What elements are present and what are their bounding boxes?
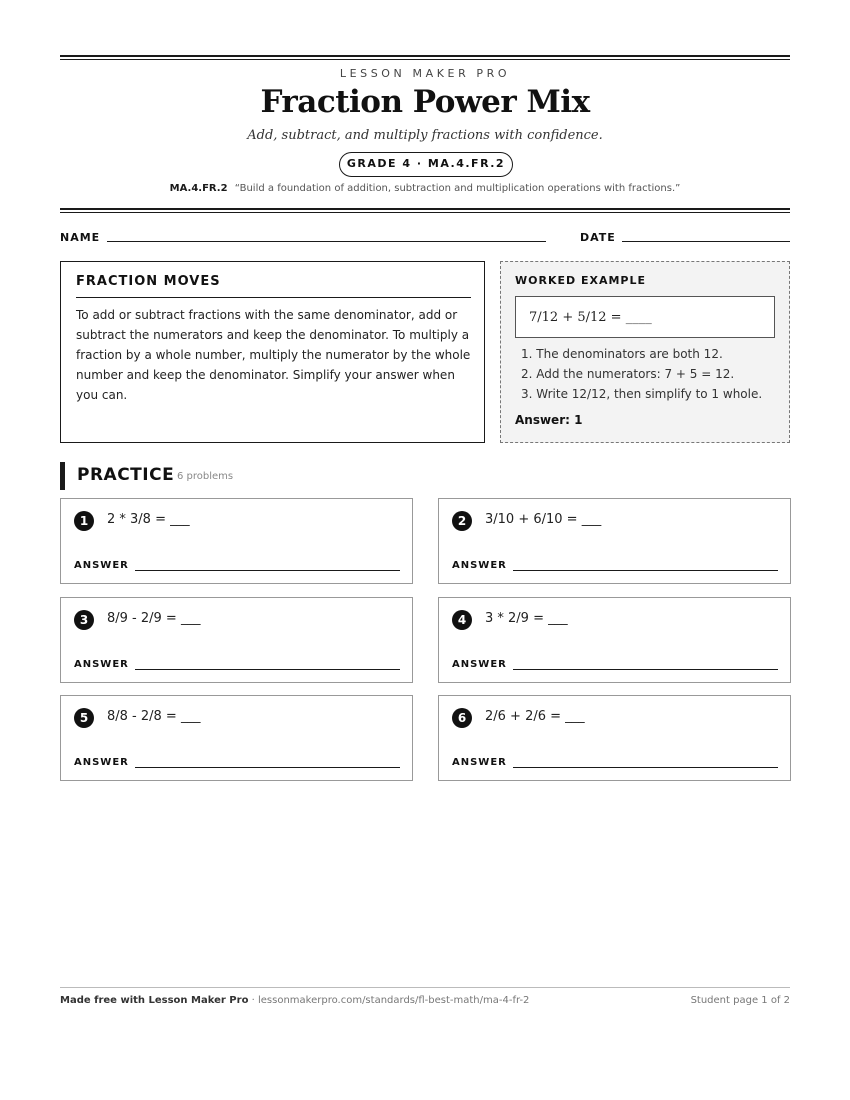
answer-field[interactable] bbox=[513, 669, 778, 670]
problem-card-6 bbox=[438, 695, 791, 781]
practice-accent-bar bbox=[60, 462, 65, 490]
answer-label: ANSWER bbox=[452, 560, 507, 571]
footer-credit bbox=[60, 995, 529, 1006]
problem-text: 8/9 - 2/9 = ___ bbox=[107, 611, 201, 626]
page-subtitle: Add, subtract, and multiply fractions with confidence. bbox=[247, 128, 603, 143]
worked-example-title: WORKED EXAMPLE bbox=[515, 274, 646, 287]
footer-url[interactable]: · lessonmakerpro.com/standards/fl-best-math/ma-4-fr-2 bbox=[248, 995, 530, 1006]
worked-example-steps bbox=[521, 344, 762, 404]
problem-number: 3 bbox=[74, 610, 94, 630]
problem-number: 5 bbox=[74, 708, 94, 728]
fraction-moves-box bbox=[60, 261, 485, 443]
worked-example-answer: Answer: 1 bbox=[515, 413, 583, 427]
problem-number: 2 bbox=[452, 511, 472, 531]
date-field[interactable] bbox=[622, 241, 790, 242]
problem-number: 4 bbox=[452, 610, 472, 630]
problem-number: 1 bbox=[74, 511, 94, 531]
problem-text: 8/8 - 2/8 = ___ bbox=[107, 709, 201, 724]
answer-label: ANSWER bbox=[452, 659, 507, 670]
practice-count: 6 problems bbox=[177, 471, 234, 482]
standard-line bbox=[0, 183, 850, 194]
worked-example-step: 3. Write 12/12, then simplify to 1 whole. bbox=[521, 387, 763, 401]
problem-card-4 bbox=[438, 597, 791, 683]
problem-number: 6 bbox=[452, 708, 472, 728]
problem-text: 2 * 3/8 = ___ bbox=[107, 512, 190, 527]
worked-example-step: 1. The denominators are both 12. bbox=[521, 347, 723, 361]
top-double-rule bbox=[60, 55, 790, 60]
answer-label: ANSWER bbox=[74, 560, 129, 571]
fraction-moves-divider bbox=[76, 297, 471, 298]
name-label: NAME bbox=[60, 231, 101, 244]
problem-card-5 bbox=[60, 695, 413, 781]
fraction-moves-text: To add or subtract fractions with the same denominator, add or subtract the numerators and keep the denominator. To multiply a fraction by a whole number, multiply the numerator by the whole number and keep the denominator. Simplify your answer when you can. bbox=[76, 308, 471, 402]
answer-field[interactable] bbox=[135, 669, 400, 670]
practice-title: PRACTICE bbox=[77, 465, 175, 485]
worked-example-equation: 7/12 + 5/12 = ____ bbox=[515, 296, 775, 338]
problem-text: 3/10 + 6/10 = ___ bbox=[485, 512, 602, 527]
problem-card-3 bbox=[60, 597, 413, 683]
standard-quote: “Build a foundation of addition, subtraction and multiplication operations with fractions.” bbox=[234, 183, 681, 194]
problem-text: 2/6 + 2/6 = ___ bbox=[485, 709, 585, 724]
fraction-moves-title: FRACTION MOVES bbox=[76, 274, 221, 289]
footer-divider bbox=[60, 987, 790, 988]
worked-example-box bbox=[500, 261, 790, 443]
header-bottom-double-rule bbox=[60, 208, 790, 213]
answer-label: ANSWER bbox=[452, 757, 507, 768]
footer-made-with: Made free with Lesson Maker Pro bbox=[60, 995, 249, 1006]
page-title: Fraction Power Mix bbox=[260, 84, 590, 120]
answer-field[interactable] bbox=[135, 570, 400, 571]
problem-card-1 bbox=[60, 498, 413, 584]
date-label: DATE bbox=[580, 231, 616, 244]
answer-field[interactable] bbox=[135, 767, 400, 768]
name-field[interactable] bbox=[107, 241, 546, 242]
answer-field[interactable] bbox=[513, 767, 778, 768]
brand-name: LESSON MAKER PRO bbox=[339, 67, 511, 80]
standard-code: MA.4.FR.2 bbox=[169, 183, 228, 194]
answer-field[interactable] bbox=[513, 570, 778, 571]
worked-example-step: 2. Add the numerators: 7 + 5 = 12. bbox=[521, 367, 735, 381]
problem-card-2 bbox=[438, 498, 791, 584]
problem-text: 3 * 2/9 = ___ bbox=[485, 611, 568, 626]
footer-page-number: Student page 1 of 2 bbox=[690, 995, 790, 1006]
grade-badge: GRADE 4 · MA.4.FR.2 bbox=[339, 152, 513, 177]
answer-label: ANSWER bbox=[74, 757, 129, 768]
answer-label: ANSWER bbox=[74, 659, 129, 670]
